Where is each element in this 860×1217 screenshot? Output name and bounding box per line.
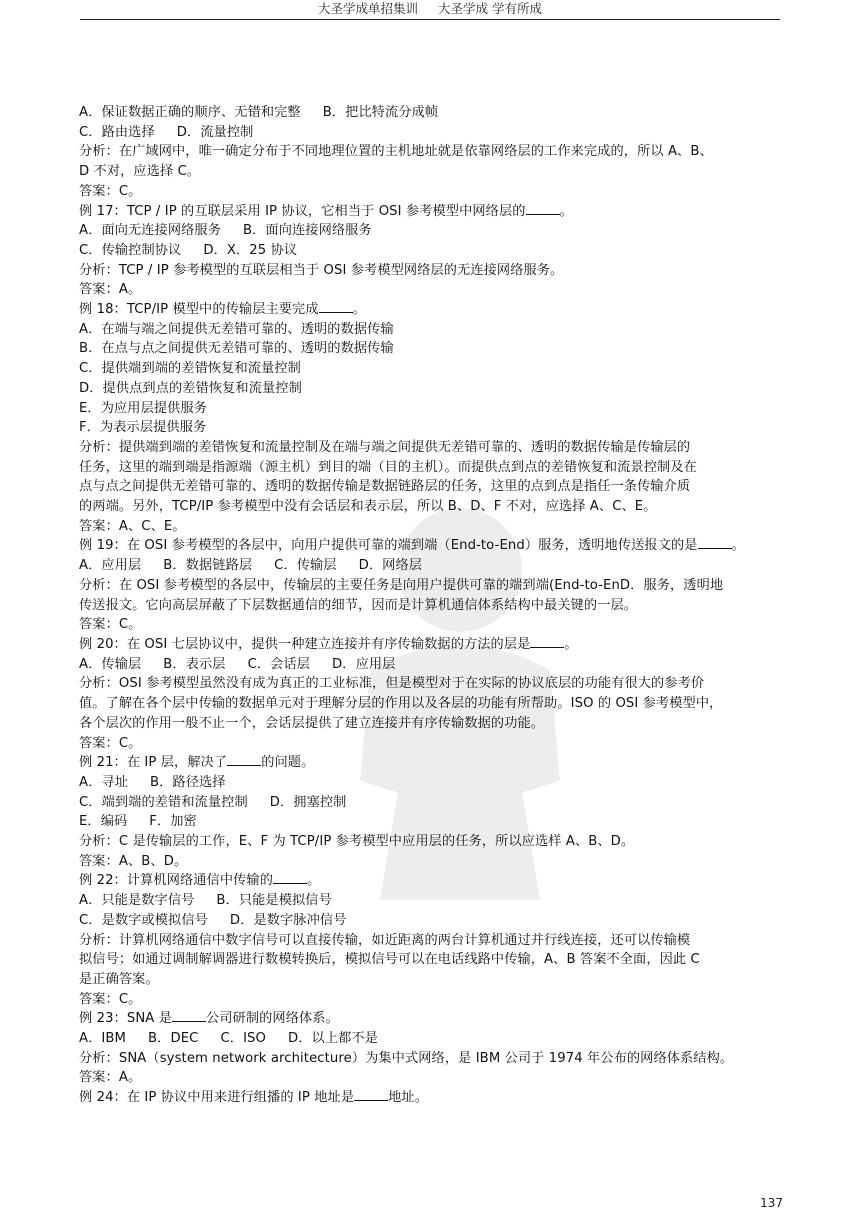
text-segment: 例 18：TCP/IP 模型中的传输层主要完成: [79, 302, 319, 318]
text-line: [79, 339, 784, 359]
text-segment: C．传输层: [274, 558, 337, 574]
text-segment: 地址。: [388, 1090, 428, 1106]
text-segment: 答案：A、C、E。: [79, 518, 186, 534]
text-line: [79, 1029, 784, 1049]
text-segment: B．把比特流分成帧: [322, 105, 439, 120]
text-line: [79, 162, 784, 182]
text-segment: 例 23：SNA 是: [79, 1011, 172, 1027]
text-segment: 分析：SNA（system network architecture）为集中式网络，是 IBM 公司于 1974 年公布的网络体系结构。: [79, 1050, 734, 1066]
text-segment: 点与点之间提供无差错可靠的、透明的数据传输是数据链路层的任务，这里的点到点是指任一条传输介质: [79, 479, 691, 495]
text-segment: D 不对，应选择 C。: [79, 164, 201, 180]
text-segment: 分析：在 OSI 参考模型的各层中，传输层的主要任务是向用户提供可靠的端到端(End-to-EnD．服务，透明地: [79, 577, 724, 593]
text-segment: B．路径选择: [149, 774, 226, 790]
text-segment: F．加密: [149, 814, 197, 830]
text-line: [79, 399, 784, 419]
text-segment: 分析：提供端到端的差错恢复和流量控制及在端与端之间提供无差错可靠的、透明的数据传输是传输层的: [79, 439, 691, 455]
text-line: [79, 615, 784, 635]
answer-blank: [227, 753, 261, 766]
text-segment: 任务，这里的端到端是指源端（源主机）到目的端（目的主机）。而提供点到点的差错恢复和流景控制及在: [79, 459, 697, 475]
text-line: [79, 280, 784, 300]
text-line: [79, 438, 784, 458]
text-segment: B．DEC: [148, 1031, 199, 1047]
header-right-text: 大圣学成 学有所成: [438, 1, 542, 16]
answer-blank: [698, 536, 732, 549]
text-segment: 。: [731, 538, 745, 554]
text-segment: C．会话层: [247, 656, 311, 672]
answer-blank: [354, 1088, 388, 1101]
text-line: [79, 990, 784, 1010]
text-segment: D．提供点到点的差错恢复和流量控制: [79, 380, 302, 396]
question-stem: [79, 753, 784, 773]
text-segment: D．拥塞控制: [269, 794, 347, 810]
text-segment: 例 21：在 IP 层，解决了: [79, 755, 228, 771]
text-line: [79, 556, 784, 576]
text-segment: E．为应用层提供服务: [79, 400, 208, 416]
text-segment: B．面向连接网络服务: [243, 223, 372, 239]
text-line: [79, 694, 784, 714]
text-segment: 例 17：TCP / IP 的互联层采用 IP 协议，它相当于 OSI 参考模型中网络层的: [79, 203, 526, 219]
text-segment: A．IBM: [79, 1031, 127, 1047]
text-line: [79, 123, 784, 143]
text-segment: 答案：C。: [79, 183, 142, 199]
text-segment: 答案：A、B、D。: [79, 853, 188, 869]
text-segment: A．寻址: [79, 774, 128, 790]
text-segment: B．在点与点之间提供无差错可靠的、透明的数据传输: [79, 341, 394, 357]
text-segment: B．只能是模拟信号: [216, 893, 332, 909]
text-line: [79, 458, 784, 478]
text-line: [79, 103, 784, 123]
text-line: [79, 891, 784, 911]
document-body: [79, 103, 784, 1108]
text-segment: D．网络层: [358, 558, 423, 574]
text-line: [79, 950, 784, 970]
text-segment: D．流量控制: [176, 124, 254, 140]
text-segment: 的两端。另外，TCP/IP 参考模型中没有会话层和表示层，所以 B、D、F 不对，应选择 A、C、E。: [79, 499, 657, 515]
text-segment: C．ISO: [220, 1031, 267, 1047]
text-line: [79, 655, 784, 675]
text-segment: A．应用层: [79, 558, 142, 574]
text-segment: C．传输控制协议: [79, 242, 182, 258]
text-segment: D．以上都不是: [288, 1031, 378, 1047]
text-line: [79, 1049, 784, 1069]
header-left-text: 大圣学成单招集训: [318, 1, 419, 16]
question-stem: [79, 202, 784, 222]
text-segment: 拟信号；如通过调制解调器进行数模转换后，模拟信号可以在电话线路中传输，A、B 答案不全面，因此 C: [79, 952, 700, 968]
text-segment: C．是数字或模拟信号: [79, 912, 208, 928]
text-line: [79, 773, 784, 793]
text-segment: B．数据链路层: [163, 558, 253, 574]
text-line: [79, 674, 784, 694]
text-line: [79, 812, 784, 832]
answer-blank: [172, 1009, 206, 1022]
text-segment: 分析：C 是传输层的工作，E、F 为 TCP/IP 参考模型中应用层的任务，所以应选样 A、B、D。: [79, 834, 635, 850]
text-segment: A．面向无连接网络服务: [79, 223, 221, 239]
text-segment: 传送报文。它向高层屏蔽了下层数据通信的细节，因而是计算机通信体系结构中最关键的一层。: [79, 597, 638, 613]
page-header: [80, 0, 780, 20]
text-segment: 答案：A。: [79, 1070, 142, 1086]
text-line: [79, 142, 784, 162]
text-segment: 答案：A。: [79, 282, 142, 298]
text-line: [79, 320, 784, 340]
text-line: [79, 714, 784, 734]
text-line: [79, 576, 784, 596]
text-segment: 答案：C。: [79, 991, 142, 1007]
text-line: [79, 379, 784, 399]
text-line: [79, 852, 784, 872]
text-segment: 分析：TCP / IP 参考模型的互联层相当于 OSI 参考模型网络层的无连接网络服务。: [79, 262, 564, 278]
answer-blank: [319, 300, 353, 313]
text-line: [79, 793, 784, 813]
text-line: [79, 931, 784, 951]
text-segment: 的问题。: [261, 755, 315, 771]
page-number: 137: [760, 1196, 783, 1210]
text-line: [79, 477, 784, 497]
text-segment: 例 20：在 OSI 七层协议中，提供一种建立连接并有序传输数据的方法的层是: [79, 636, 531, 652]
text-segment: C．端到端的差错和流量控制: [79, 794, 248, 810]
text-line: [79, 221, 784, 241]
answer-blank: [530, 635, 564, 648]
text-line: [79, 418, 784, 438]
question-stem: [79, 300, 784, 320]
text-segment: 。: [307, 873, 321, 889]
question-stem: [79, 1088, 784, 1108]
text-segment: B．表示层: [163, 656, 226, 672]
text-segment: C．提供端到端的差错恢复和流量控制: [79, 361, 301, 377]
question-stem: [79, 635, 784, 655]
text-segment: 是正确答案。: [79, 971, 159, 987]
question-stem: [79, 1009, 784, 1029]
text-segment: 各个层次的作用一般不止一个，会话层提供了建立连接并有序传输数据的功能。: [79, 715, 545, 731]
text-segment: 答案：C。: [79, 735, 142, 751]
answer-blank: [526, 202, 560, 215]
text-line: [79, 1068, 784, 1088]
text-line: [79, 734, 784, 754]
text-segment: 分析：计算机网络通信中数字信号可以直接传输，如近距离的两台计算机通过并行线连接，还可以传输模: [79, 932, 691, 948]
text-segment: A．在端与端之间提供无差错可靠的、透明的数据传输: [79, 321, 394, 337]
text-line: [79, 970, 784, 990]
text-segment: F．为表示层提供服务: [79, 420, 207, 436]
text-line: [79, 261, 784, 281]
text-line: [79, 596, 784, 616]
text-segment: 例 24：在 IP 协议中用来进行组播的 IP 地址是: [79, 1090, 355, 1106]
text-segment: C．路由选择: [79, 124, 155, 140]
text-segment: 。: [559, 203, 573, 219]
text-segment: D．是数字脉冲信号: [229, 912, 347, 928]
text-segment: 答案：C。: [79, 617, 142, 633]
text-segment: A．传输层: [79, 656, 142, 672]
text-segment: D．X．25 协议: [203, 242, 298, 258]
text-line: [79, 832, 784, 852]
text-segment: D．应用层: [332, 656, 396, 672]
text-segment: 。: [352, 302, 366, 318]
text-segment: 。: [564, 636, 578, 652]
text-line: [79, 911, 784, 931]
text-segment: 例 19：在 OSI 参考模型的各层中，向用户提供可靠的端到端（End-to-End）服务，透明地传送报文的是: [79, 538, 698, 554]
text-segment: 例 22：计算机网络通信中传输的: [79, 873, 274, 889]
text-segment: A．只能是数字信号: [79, 893, 195, 909]
text-segment: E．编码: [79, 814, 128, 830]
text-line: [79, 517, 784, 537]
text-line: [79, 182, 784, 202]
text-line: [79, 241, 784, 261]
text-segment: A．保证数据正确的顺序、无错和完整: [79, 105, 301, 120]
text-line: [79, 359, 784, 379]
question-stem: [79, 536, 784, 556]
text-segment: 分析：在广域网中，唯一确定分布于不同地理位置的主机地址就是依靠网络层的工作来完成的，所以 A、B、: [79, 144, 713, 160]
text-segment: 值。了解在各个层中传输的数据单元对于理解分层的作用以及各层的功能有所帮助。ISO 的 OSI 参考模型中，: [79, 696, 723, 712]
text-segment: 公司研制的网络体系。: [205, 1011, 339, 1027]
answer-blank: [273, 871, 307, 884]
text-line: [79, 497, 784, 517]
question-stem: [79, 871, 784, 891]
text-segment: 分析：OSI 参考模型虽然没有成为真正的工业标准，但是模型对于在实际的协议底层的功能有很大的参考价: [79, 676, 705, 692]
